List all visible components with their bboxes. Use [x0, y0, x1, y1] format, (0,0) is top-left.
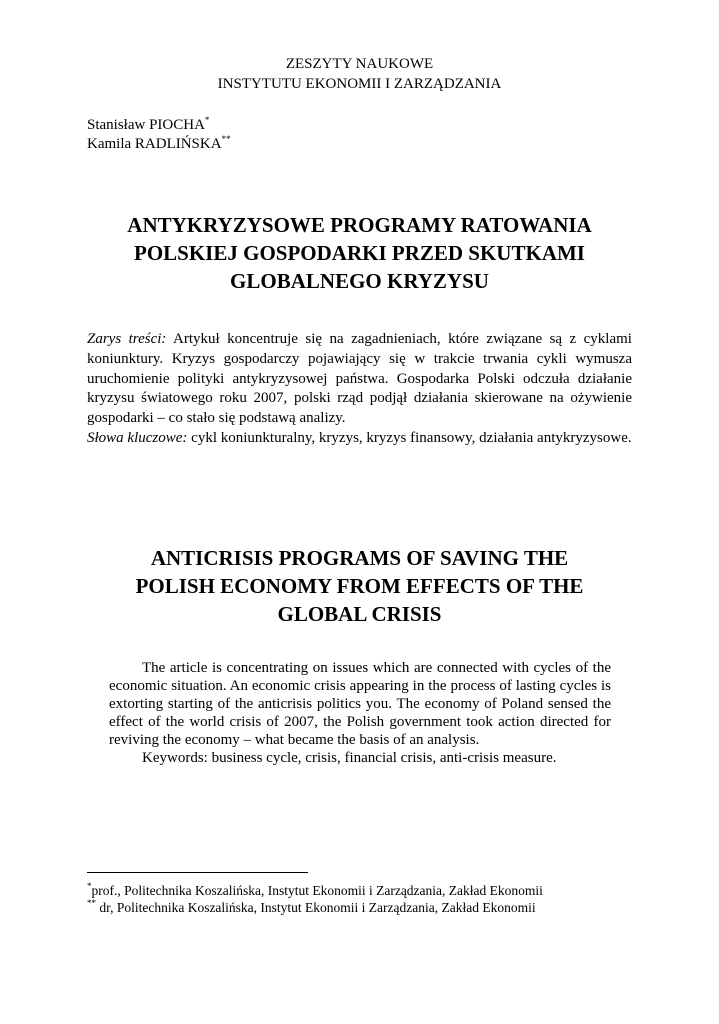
- keywords-english-text: Keywords: business cycle, crisis, financial crisis, anti-crisis measure.: [142, 750, 557, 766]
- title-polish: [60, 211, 659, 295]
- title-english-line-3: GLOBAL CRISIS: [277, 602, 442, 626]
- keywords-polish-label: Słowa kluczowe:: [87, 429, 188, 446]
- title-polish-line-1: ANTYKRYZYSOWE PROGRAMY RATOWANIA: [127, 213, 592, 237]
- journal-name-line-1: ZESZYTY NAUKOWE: [285, 56, 434, 72]
- abstract-english: [109, 659, 611, 767]
- footnote-1: [87, 882, 543, 899]
- title-english-line-1: ANTICRISIS PROGRAMS OF SAVING THE: [150, 546, 569, 570]
- author-1-name: Stanisław PIOCHA: [87, 117, 205, 133]
- author-1: [87, 116, 231, 135]
- author-2-footnote-mark: **: [221, 134, 231, 144]
- author-list: [87, 116, 231, 154]
- title-polish-line-2: POLSKIEJ GOSPODARKI PRZED SKUTKAMI: [134, 241, 585, 265]
- journal-header: [0, 54, 719, 94]
- footnote-1-mark: *: [87, 881, 92, 891]
- abstract-polish-text: Artykuł koncentruje się na zagadnieniach, które związane są z cyklami koniunktury. Kryzys gospodarczy pojawiający się w trakcie trwania cykli wymusza uruchomienie polityki antykryzysowej państwa. Gospodarka Polski odczuła działanie kryzysu światowego roku 2007, polski rząd podjął działania skierowane na ożywienie gospodarki – co stało się podstawą analizy.: [87, 331, 632, 427]
- footnote-2: [87, 899, 543, 916]
- abstract-english-text: The article is concentrating on issues which are connected with cycles of the economic situation. An economic crisis appearing in the process of lasting cycles is extorting starting of the anticrisis politics you. The economy of Poland sensed the effect of the world crisis of 2007, the Polish government took action directed for reviving the economy – what became the basis of an analysis.: [109, 660, 611, 748]
- journal-name-line-2: INSTYTUTU EKONOMII I ZARZĄDZANIA: [217, 76, 502, 92]
- keywords-polish-text: cykl koniunkturalny, kryzys, kryzys finansowy, działania antykryzysowe.: [191, 429, 632, 446]
- title-polish-line-3: GLOBALNEGO KRYZYSU: [230, 269, 489, 293]
- keywords-polish-paragraph: [87, 429, 632, 449]
- footnotes: [87, 882, 543, 916]
- title-english: [60, 544, 659, 628]
- abstract-polish-label: Zarys treści:: [87, 331, 167, 347]
- footnote-2-mark: **: [87, 898, 96, 908]
- title-english-line-2: POLISH ECONOMY FROM EFFECTS OF THE: [135, 574, 584, 598]
- footnote-2-text: dr, Politechnika Koszalińska, Instytut Ekonomii i Zarządzania, Zakład Ekonomii: [99, 900, 536, 915]
- abstract-polish: [87, 330, 632, 449]
- author-2: [87, 135, 231, 154]
- footnote-1-text: prof., Politechnika Koszalińska, Instytut Ekonomii i Zarządzania, Zakład Ekonomii: [91, 883, 543, 898]
- footnote-separator: [87, 872, 308, 873]
- author-2-name: Kamila RADLIŃSKA: [87, 136, 222, 152]
- abstract-polish-paragraph: [87, 330, 632, 429]
- author-1-footnote-mark: *: [204, 115, 210, 125]
